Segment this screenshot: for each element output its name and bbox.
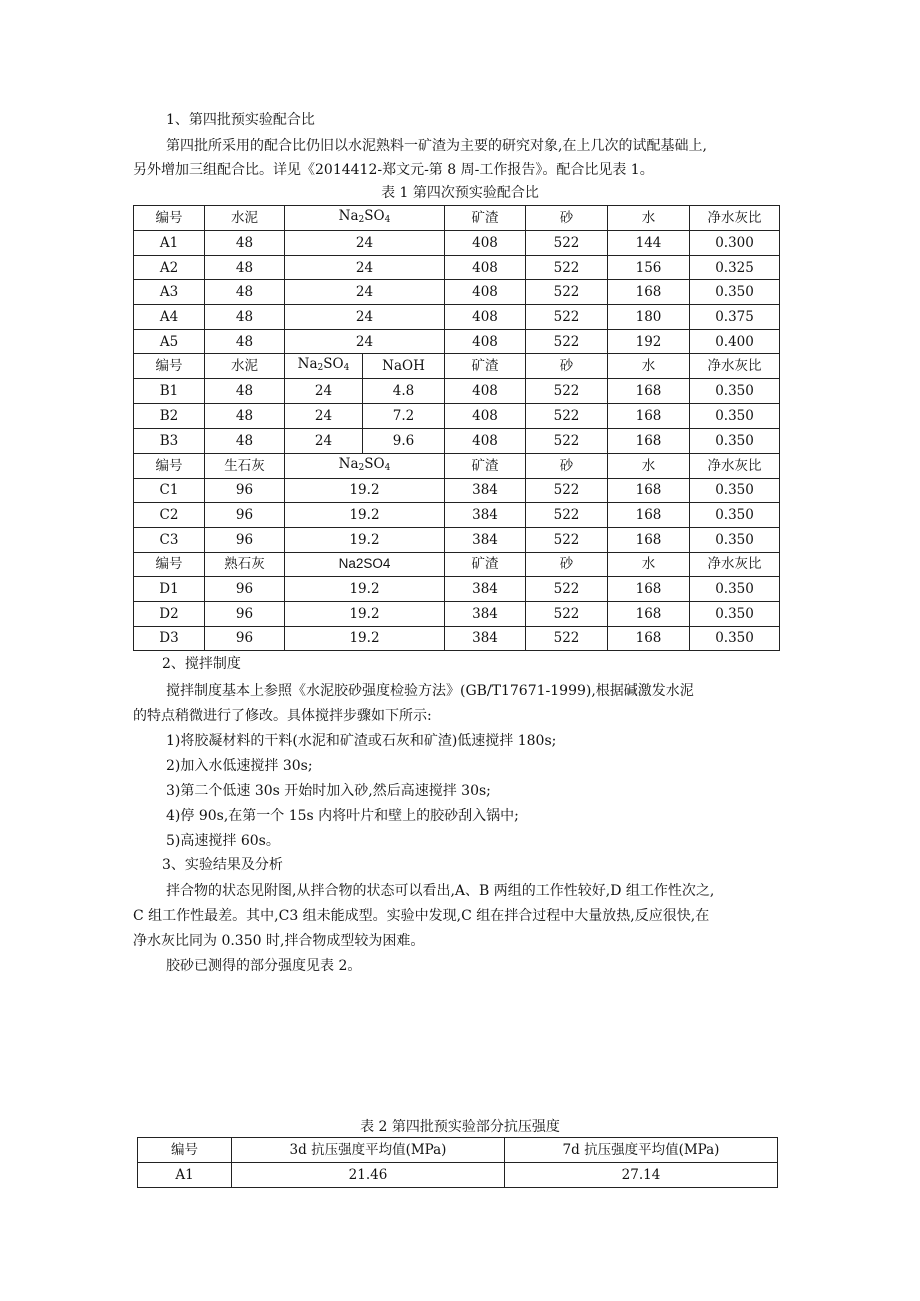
table-header-row (134, 354, 780, 379)
cell: 9.6 (363, 428, 445, 453)
cell: 24 (285, 280, 445, 305)
cell: 96 (205, 577, 285, 602)
header-cell: 水泥 (205, 206, 285, 231)
cell: 522 (526, 503, 608, 528)
cell: 0.350 (690, 428, 780, 453)
header-cell: 编号 (134, 206, 205, 231)
cell: A2 (134, 255, 205, 280)
header-cell: 砂 (526, 453, 608, 478)
section3-line-4: 胶砂已测得的部分强度见表 2。 (166, 958, 362, 974)
cell: 0.350 (690, 527, 780, 552)
step-4: 4)停 90s,在第一个 15s 内将叶片和壁上的胶砂刮入锅中; (166, 808, 519, 824)
cell: 522 (526, 255, 608, 280)
header-cell: 生石灰 (205, 453, 285, 478)
section3-line-1: 拌合物的状态见附图,从拌合物的状态可以看出,A、B 两组的工作性较好,D 组工作性次之, (166, 883, 715, 899)
section3-line-3: 净水灰比同为 0.350 时,拌合物成型较为困难。 (133, 933, 425, 949)
cell: D2 (134, 601, 205, 626)
cell: 0.400 (690, 329, 780, 354)
cell: 168 (608, 428, 690, 453)
cell: 168 (608, 404, 690, 429)
table-header-row (138, 1138, 778, 1163)
cell: 19.2 (285, 527, 445, 552)
header-cell: 矿渣 (445, 354, 526, 379)
header-cell: 编号 (134, 552, 205, 577)
cell: 522 (526, 626, 608, 651)
cell: 168 (608, 478, 690, 503)
cell: 96 (205, 601, 285, 626)
header-cell: Na2SO4 (285, 552, 445, 577)
table-row (134, 478, 780, 503)
table-row (134, 577, 780, 602)
compressive-strength-table (137, 1137, 778, 1188)
cell: 384 (445, 626, 526, 651)
header-cell: 矿渣 (445, 206, 526, 231)
cell: 21.46 (232, 1163, 505, 1188)
cell: 408 (445, 280, 526, 305)
cell: 408 (445, 379, 526, 404)
cell: 0.350 (690, 503, 780, 528)
cell: 19.2 (285, 503, 445, 528)
cell: 48 (205, 231, 285, 256)
section2-line-2: 的特点稍微进行了修改。具体搅拌步骤如下所示: (133, 708, 432, 724)
table-row (134, 527, 780, 552)
cell: B1 (134, 379, 205, 404)
cell: 19.2 (285, 626, 445, 651)
header-cell-na2so4: $Na_2SO_4$ (285, 354, 363, 379)
table-row (134, 231, 780, 256)
cell: C3 (134, 527, 205, 552)
section1-line-2: 另外增加三组配合比。详见《2014412-郑文元-第 8 周-工作报告》。配合比见表 1。 (133, 162, 654, 178)
cell: 522 (526, 601, 608, 626)
cell: 408 (445, 231, 526, 256)
header-cell: 水 (608, 354, 690, 379)
cell: 24 (285, 231, 445, 256)
cell: 522 (526, 329, 608, 354)
cell: 522 (526, 379, 608, 404)
cell: 192 (608, 329, 690, 354)
section1-line-1: 第四批所采用的配合比仍旧以水泥熟料一矿渣为主要的研究对象,在上几次的试配基础上, (166, 138, 707, 154)
cell: 0.350 (690, 280, 780, 305)
cell: 168 (608, 577, 690, 602)
table-row (134, 404, 780, 429)
header-cell: 净水灰比 (690, 354, 780, 379)
cell: 384 (445, 577, 526, 602)
cell: 96 (205, 626, 285, 651)
table-row (134, 280, 780, 305)
header-cell-na2so4: $Na_2SO_4$ (285, 206, 445, 231)
cell: 48 (205, 329, 285, 354)
header-cell: 砂 (526, 354, 608, 379)
cell: 0.350 (690, 577, 780, 602)
section2-line-1: 搅拌制度基本上参照《水泥胶砂强度检验方法》(GB/T17671-1999),根据碱激发水泥 (166, 683, 694, 699)
cell: 48 (205, 379, 285, 404)
header-cell: 矿渣 (445, 453, 526, 478)
header-cell: NaOH (363, 354, 445, 379)
cell: 0.375 (690, 305, 780, 330)
cell: 27.14 (505, 1163, 778, 1188)
header-cell: 7d 抗压强度平均值(MPa) (505, 1138, 778, 1163)
cell: A5 (134, 329, 205, 354)
cell: 24 (285, 255, 445, 280)
cell: C2 (134, 503, 205, 528)
cell: 384 (445, 527, 526, 552)
cell: 408 (445, 305, 526, 330)
cell: 96 (205, 478, 285, 503)
cell: 522 (526, 404, 608, 429)
cell: 48 (205, 280, 285, 305)
table-header-row (134, 552, 780, 577)
cell: A1 (134, 231, 205, 256)
cell: 19.2 (285, 601, 445, 626)
header-cell: 净水灰比 (690, 552, 780, 577)
cell: 384 (445, 503, 526, 528)
table1-caption: 表 1 第四次预实验配合比 (381, 185, 539, 201)
cell: 0.325 (690, 255, 780, 280)
table-row (134, 329, 780, 354)
header-cell: 矿渣 (445, 552, 526, 577)
cell: 0.350 (690, 478, 780, 503)
header-cell-na2so4: $Na_2SO_4$ (285, 453, 445, 478)
cell: 19.2 (285, 478, 445, 503)
header-cell: 水 (608, 206, 690, 231)
step-2: 2)加入水低速搅拌 30s; (166, 758, 313, 774)
cell: 168 (608, 379, 690, 404)
step-1: 1)将胶凝材料的干料(水泥和矿渣或石灰和矿渣)低速搅拌 180s; (166, 733, 557, 749)
cell: 384 (445, 601, 526, 626)
cell: B3 (134, 428, 205, 453)
header-cell: 3d 抗压强度平均值(MPa) (232, 1138, 505, 1163)
header-cell: 砂 (526, 206, 608, 231)
header-cell: 编号 (134, 354, 205, 379)
step-3: 3)第二个低速 30s 开始时加入砂,然后高速搅拌 30s; (166, 783, 491, 799)
header-cell: 水 (608, 453, 690, 478)
cell: 48 (205, 428, 285, 453)
cell: A1 (138, 1163, 232, 1188)
header-cell: 编号 (134, 453, 205, 478)
cell: 96 (205, 527, 285, 552)
cell: 168 (608, 601, 690, 626)
cell: D3 (134, 626, 205, 651)
cell: 180 (608, 305, 690, 330)
cell: 522 (526, 478, 608, 503)
cell: D1 (134, 577, 205, 602)
mix-ratio-table (133, 205, 780, 651)
cell: 408 (445, 329, 526, 354)
cell: 522 (526, 577, 608, 602)
cell: 168 (608, 503, 690, 528)
cell: 0.350 (690, 379, 780, 404)
table2-caption: 表 2 第四批预实验部分抗压强度 (360, 1119, 560, 1135)
table-header-row (134, 453, 780, 478)
cell: 24 (285, 329, 445, 354)
table-header-row (134, 206, 780, 231)
cell: 522 (526, 231, 608, 256)
cell: 384 (445, 478, 526, 503)
section2-heading: 2、搅拌制度 (162, 656, 241, 672)
table-row (134, 379, 780, 404)
cell: 24 (285, 379, 363, 404)
cell: 168 (608, 527, 690, 552)
cell: 24 (285, 404, 363, 429)
header-cell: 水泥 (205, 354, 285, 379)
cell: 48 (205, 305, 285, 330)
section1-heading: 1、第四批预实验配合比 (166, 112, 315, 128)
cell: 0.350 (690, 404, 780, 429)
cell: 408 (445, 255, 526, 280)
cell: 24 (285, 428, 363, 453)
header-cell: 净水灰比 (690, 206, 780, 231)
cell: 144 (608, 231, 690, 256)
cell: 0.300 (690, 231, 780, 256)
cell: 0.350 (690, 626, 780, 651)
cell: 19.2 (285, 577, 445, 602)
table-row (134, 305, 780, 330)
header-cell: 水 (608, 552, 690, 577)
cell: 24 (285, 305, 445, 330)
table-row (134, 255, 780, 280)
cell: 522 (526, 280, 608, 305)
cell: 156 (608, 255, 690, 280)
table-row (134, 601, 780, 626)
cell: 522 (526, 305, 608, 330)
cell: C1 (134, 478, 205, 503)
cell: 0.350 (690, 601, 780, 626)
header-cell: 编号 (138, 1138, 232, 1163)
section3-line-2: C 组工作性最差。其中,C3 组未能成型。实验中发现,C 组在拌合过程中大量放热,反应很快,在 (133, 908, 710, 924)
table-row (134, 503, 780, 528)
cell: 408 (445, 428, 526, 453)
cell: 48 (205, 404, 285, 429)
cell: 168 (608, 626, 690, 651)
cell: 408 (445, 404, 526, 429)
header-cell: 熟石灰 (205, 552, 285, 577)
section3-heading: 3、实验结果及分析 (162, 857, 283, 873)
header-cell: 砂 (526, 552, 608, 577)
table-row (134, 626, 780, 651)
table-row (138, 1163, 778, 1188)
cell: 522 (526, 428, 608, 453)
cell: 4.8 (363, 379, 445, 404)
cell: 96 (205, 503, 285, 528)
cell: 48 (205, 255, 285, 280)
cell: 168 (608, 280, 690, 305)
cell: 522 (526, 527, 608, 552)
header-cell: 净水灰比 (690, 453, 780, 478)
step-5: 5)高速搅拌 60s。 (166, 833, 280, 849)
cell: A4 (134, 305, 205, 330)
table-row (134, 428, 780, 453)
cell: 7.2 (363, 404, 445, 429)
cell: B2 (134, 404, 205, 429)
cell: A3 (134, 280, 205, 305)
